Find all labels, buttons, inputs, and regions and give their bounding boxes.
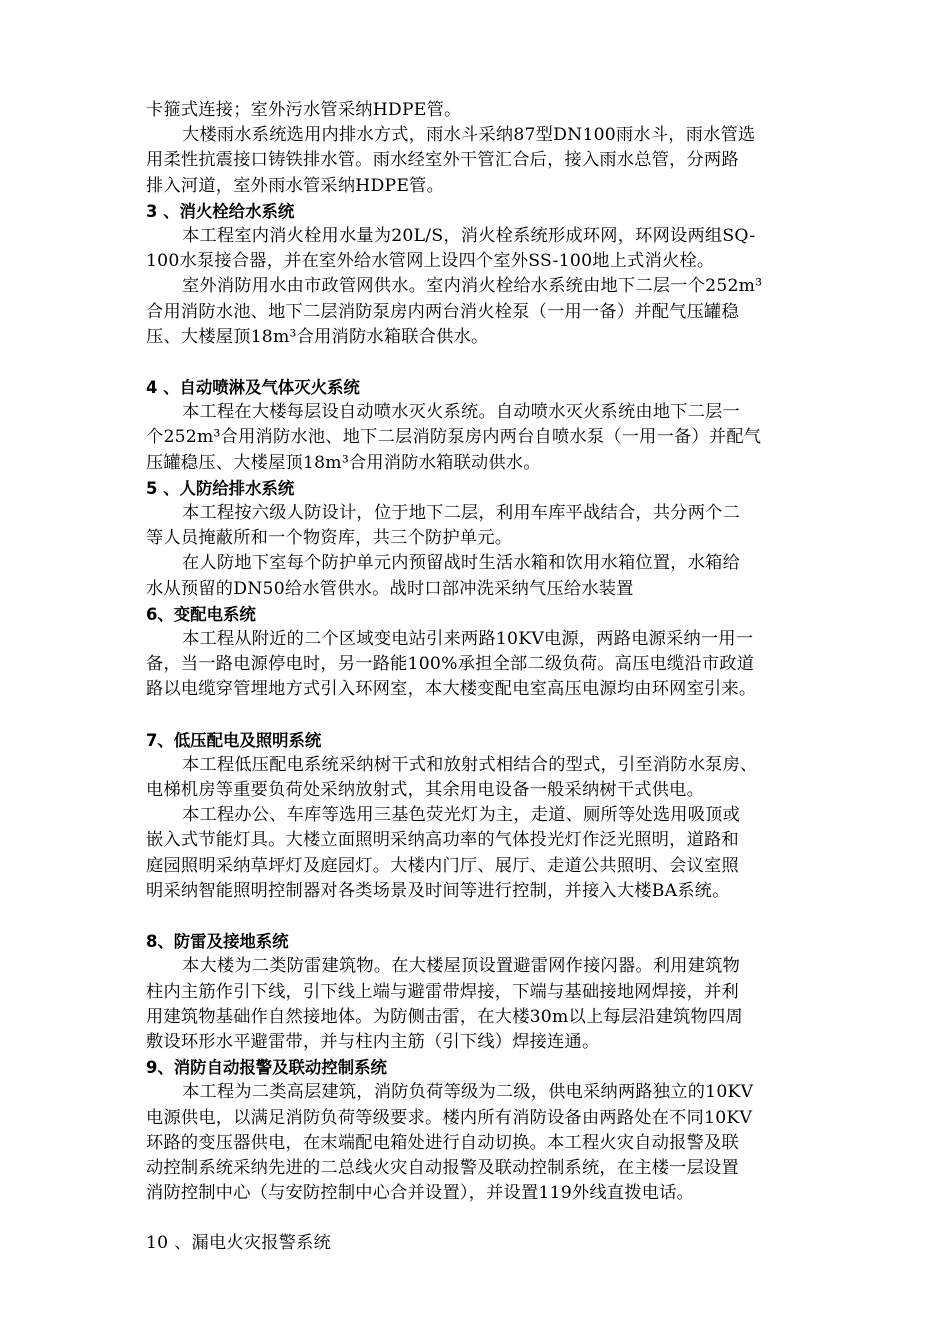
paragraph-line: 卡箍式连接；室外污水管采纳HDPE管。 (146, 100, 462, 120)
paragraph-line: 嵌入式节能灯具。大楼立面照明采纳高功率的气体投光灯作泛光照明，道路和 (146, 830, 739, 851)
paragraph-line: 100水泵接合器，并在室外给水管网上设四个室外SS-100地上式消火栓。 (146, 251, 715, 272)
paragraph-line: 用建筑物基础作自然接地体。为防侧击雷，在大楼30m以上每层沿建筑物四周 (146, 1006, 743, 1027)
blank-line (146, 904, 822, 929)
paragraph-line: 环路的变压器供电，在末端配电箱处进行自动切换。本工程火灾自动报警及联 (146, 1132, 739, 1153)
paragraph-line: 电源供电，以满足消防负荷等级要求。楼内所有消防设备由两路处在不同10KV (146, 1107, 753, 1128)
paragraph-line: 室外消防用水由市政管网供水。室内消火栓给水系统由地下二层一个252m³ (182, 276, 763, 297)
paragraph-line: 水从预留的DN50给水管供水。战时口部冲洗采纳气压给水装置 (146, 578, 634, 599)
document-page (146, 98, 822, 1257)
paragraph-line: 庭园照明采纳草坪灯及庭园灯。大楼内门厅、展厅、走道公共照明、会议室照 (146, 855, 739, 876)
paragraph-line: 压、大楼屋顶18m³合用消防水箱联合供水。 (146, 326, 489, 347)
section-heading: 10 、漏电火灾报警系统 (146, 1233, 332, 1254)
paragraph-line: 明采纳智能照明控制器对各类场景及时间等进行控制，并接入大楼BA系统。 (146, 880, 730, 901)
paragraph-line: 备，当一路电源停电时，另一路能100%承担全部二级负荷。高压电缆沿市政道 (146, 654, 755, 675)
section-heading: 6、变配电系统 (146, 604, 256, 624)
section-heading: 9、消防自动报警及联动控制系统 (146, 1058, 387, 1078)
paragraph-line: 本工程在大楼每层设自动喷水灭火系统。自动喷水灭火系统由地下二层一 (182, 402, 741, 423)
paragraph-line: 本工程从附近的二个区域变电站引来两路10KV电源，两路电源采纳一用一 (182, 628, 754, 649)
paragraph-line: 本工程按六级人防设计，位于地下二层，利用车库平战结合，共分两个二 (182, 503, 741, 523)
paragraph-line: 电梯机房等重要负荷处采纳放射式，其余用电设备一般采纳树干式供电。 (146, 780, 705, 801)
paragraph-line: 本工程室内消火栓用水量为20L/S，消火栓系统形成环网，环网设两组SQ- (182, 225, 756, 246)
paragraph-line: 动控制系统采纳先进的二总线火灾自动报警及联动控制系统，在主楼一层设置 (146, 1157, 739, 1178)
blank-line (146, 1206, 822, 1231)
paragraph-line: 敷设环形水平避雷带，并与柱内主筋（引下线）焊接连通。 (146, 1031, 600, 1052)
paragraph-line: 压罐稳压、大楼屋顶18m³合用消防水箱联动供水。 (146, 452, 541, 473)
paragraph-line: 等人员掩蔽所和一个物资库，共三个防护单元。 (146, 528, 513, 549)
paragraph-line: 本大楼为二类防雷建筑物。在大楼屋顶设置避雷网作接闪器。利用建筑物 (182, 956, 741, 977)
paragraph-line: 在人防地下室每个防护单元内预留战时生活水箱和饮用水箱位置，水箱给 (182, 553, 741, 574)
section-heading: 4 、自动喷淋及气体灭火系统 (146, 378, 360, 398)
paragraph-line: 本工程低压配电系统采纳树干式和放射式相结合的型式，引至消防水泵房、 (182, 754, 758, 775)
paragraph-line: 消防控制中心（与安防控制中心合并设置），并设置119外线直拨电话。 (146, 1183, 695, 1204)
blank-line (146, 350, 822, 375)
blank-line (146, 703, 822, 728)
section-heading: 3 、消火栓给水系统 (146, 201, 295, 221)
paragraph-line: 个252m³合用消防水池、地下二层消防泵房内两台自喷水泵（一用一备）并配气 (146, 427, 762, 448)
paragraph-line: 大楼雨水系统选用内排水方式，雨水斗采纳87型DN100雨水斗，雨水管选 (182, 125, 756, 146)
paragraph-line: 排入河道，室外雨水管采纳HDPE管。 (146, 175, 445, 196)
paragraph-line: 本工程办公、车库等选用三基色荧光灯为主，走道、厕所等处选用吸顶或 (182, 805, 741, 826)
section-heading: 7、低压配电及照明系统 (146, 730, 322, 750)
paragraph-line: 合用消防水池、地下二层消防泵房内两台消火栓泵（一用一备）并配气压罐稳 (146, 301, 739, 322)
section-heading: 5 、人防给排水系统 (146, 478, 295, 498)
paragraph-line: 本工程为二类高层建筑，消防负荷等级为二级，供电采纳两路独立的10KV (182, 1082, 754, 1103)
paragraph-line: 用柔性抗震接口铸铁排水管。雨水经室外干管汇合后，接入雨水总管，分两路 (146, 150, 739, 171)
section-heading: 8、防雷及接地系统 (146, 932, 289, 952)
paragraph-line: 路以电缆穿管埋地方式引入环网室，本大楼变配电室高压电源均由环网室引来。 (146, 679, 757, 700)
paragraph-line: 柱内主筋作引下线，引下线上端与避雷带焊接，下端与基础接地网焊接，并利 (146, 981, 739, 1002)
